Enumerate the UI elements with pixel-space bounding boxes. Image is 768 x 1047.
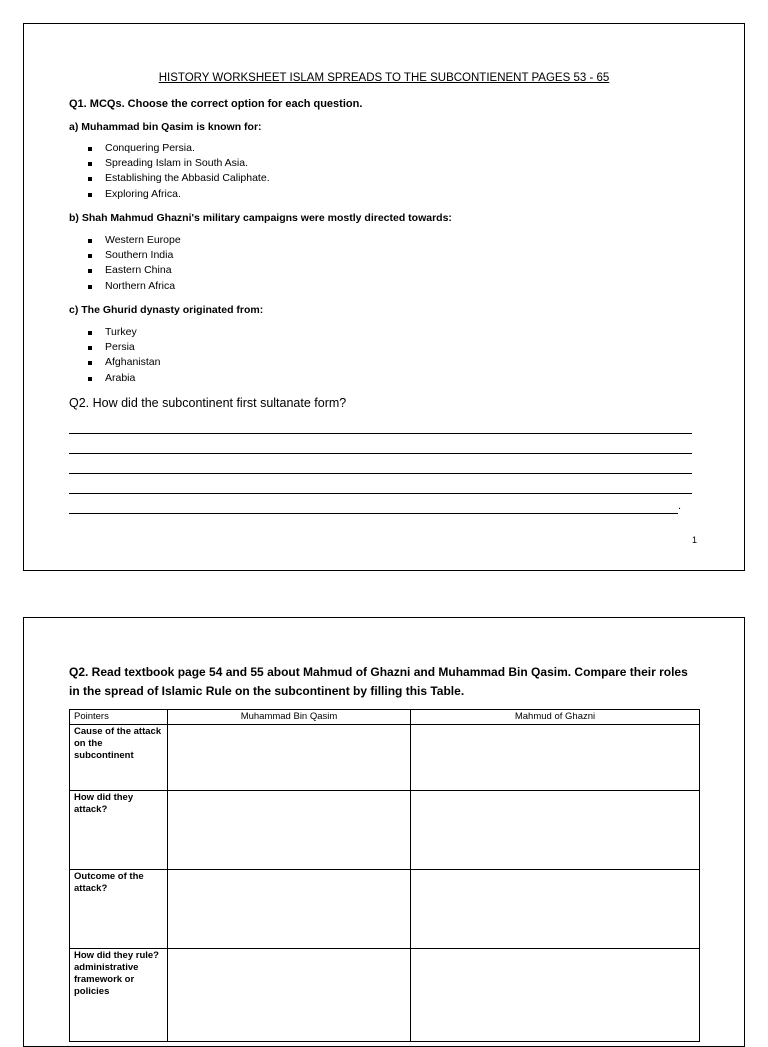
answer-cell[interactable] <box>168 949 411 1042</box>
answer-line[interactable] <box>69 433 692 434</box>
option-item: Exploring Africa. <box>86 187 270 202</box>
option-item: Persia <box>86 340 160 355</box>
answer-cell[interactable] <box>411 725 700 791</box>
answer-cell[interactable] <box>168 791 411 870</box>
question-1-heading: Q1. MCQs. Choose the correct option for each question. <box>69 98 363 110</box>
answer-line[interactable] <box>69 493 692 494</box>
comparison-table <box>69 709 700 1042</box>
header-pointers: Pointers <box>70 710 168 725</box>
answer-line[interactable] <box>69 473 692 474</box>
worksheet-page-2 <box>23 617 745 1047</box>
table-header-row <box>70 710 700 725</box>
worksheet-title: HISTORY WORKSHEET ISLAM SPREADS TO THE SUBCONTIENENT PAGES 53 - 65 <box>158 72 610 84</box>
option-item: Afghanistan <box>86 355 160 370</box>
question-c-options <box>86 325 160 386</box>
table-row <box>70 949 700 1042</box>
option-item: Conquering Persia. <box>86 141 270 156</box>
question-2-instructions: Q2. Read textbook page 54 and 55 about Mahmud of Ghazni and Muhammad Bin Qasim. Compare their roles in the spread of Islamic Rule on the subcontinent by filling this Table. <box>69 665 688 698</box>
option-item: Establishing the Abbasid Caliphate. <box>86 171 270 186</box>
question-b-prompt: b) Shah Mahmud Ghazni's military campaigns were mostly directed towards: <box>69 212 452 224</box>
answer-line[interactable] <box>69 453 692 454</box>
answer-line[interactable] <box>69 513 678 514</box>
question-b-options <box>86 233 181 294</box>
answer-end-mark: . <box>678 500 682 512</box>
worksheet-page-1 <box>23 23 745 571</box>
question-a-prompt: a) Muhammad bin Qasim is known for: <box>69 121 262 133</box>
option-item: Spreading Islam in South Asia. <box>86 156 270 171</box>
question-c-prompt: c) The Ghurid dynasty originated from: <box>69 304 264 316</box>
answer-cell[interactable] <box>411 949 700 1042</box>
table-row <box>70 791 700 870</box>
row-label: How did they rule? administrative framework or policies <box>70 949 168 1042</box>
option-item: Southern India <box>86 248 181 263</box>
option-item: Western Europe <box>86 233 181 248</box>
row-label: Outcome of the attack? <box>70 870 168 949</box>
page-number: 1 <box>692 535 698 545</box>
header-muhammad-bin-qasim: Muhammad Bin Qasim <box>168 710 411 725</box>
table-row <box>70 870 700 949</box>
row-label: How did they attack? <box>70 791 168 870</box>
answer-cell[interactable] <box>168 870 411 949</box>
option-item: Northern Africa <box>86 279 181 294</box>
option-item: Turkey <box>86 325 160 340</box>
header-mahmud-of-ghazni: Mahmud of Ghazni <box>411 710 700 725</box>
question-a-options <box>86 141 270 202</box>
answer-cell[interactable] <box>168 725 411 791</box>
table-row <box>70 725 700 791</box>
row-label: Cause of the attack on the subcontinent <box>70 725 168 791</box>
option-item: Eastern China <box>86 263 181 278</box>
answer-cell[interactable] <box>411 791 700 870</box>
question-2-heading: Q2. How did the subcontinent first sultanate form? <box>69 396 347 410</box>
option-item: Arabia <box>86 371 160 386</box>
answer-cell[interactable] <box>411 870 700 949</box>
